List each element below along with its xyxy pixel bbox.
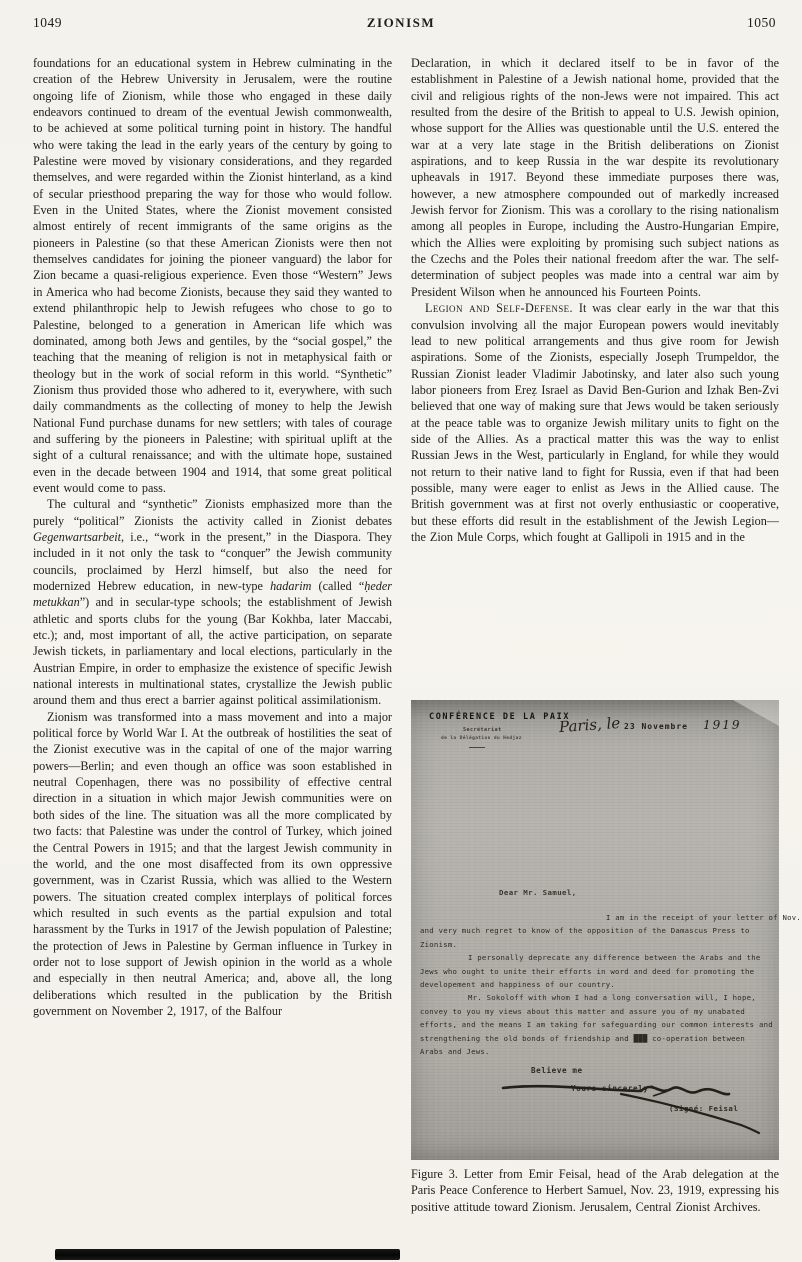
- text-segment: hadarim: [270, 579, 312, 593]
- text-segment: ḥeder metukkan: [33, 579, 392, 610]
- text-segment: Zionism was transformed into a mass movement and into a major political force by World War I. At the outbreak of hostilities the seat of the Zionist executive was in the capital of one of the major warring powers—Berlin; and even though an office was soon established in neutral Copenhagen, there was no possibility of effective central direction in a situation in which major Jewish communities were on both sides of the line. The situation was all the more complicated by two facts: that Palestine was under the control of Turkey, which joined the Central Powers in 1915; and that the largest Jewish community in the world, and the one most disaffected from its own oppressive government, was in Czarist Russia, which was allied to the Western powers. The situation created complex interplays of political forces which resulted in such events as the partial expulsion and total harassment by the Turks in 1917 of the Jewish population of Palestine; the protection of Jews in Palestine by German influence in Turkey in order not to lose support of Jewish opinion in the world as a whole and especially in then neutral America; and, above all, the long deliberations which resulted in the publication by the British government on November 2, 1917, of the Balfour: [33, 709, 392, 1018]
- text-segment: Declaration, in which it declared itself to be in favor of the establishment in Palestine of a Jewish national home, provided that the civil and religious rights of the non-Jews were not impaired. This act resulted from the desire of the British to appeal to U.S. Jewish opinion, whose support for the Allies was questionable until the U.S. entered the war at a very late stage in the British deliberations on Zionist aspirations, and to keep Russia in the war despite its revolutionary upheavals in 1917. Beyond these immediate purposes there was, however, a new atmosphere compounded out of markedly increased Jewish fervor for Zionism. This was a corollary to the rising nationalism among all peoples in Europe, including the Austro-Hungarian Empire, which the Allies were exploiting by promising such subject nations as the Czechs and the Poles their national freedom after the war. The self-determination of subject peoples was made into a central war aim by President Wilson when he announced his Fourteen Points.: [411, 56, 779, 299]
- date-typed: 23 Novembre: [624, 722, 688, 731]
- letter-line: Arabs and Jews.: [420, 1047, 490, 1057]
- scan-edge-artifact-bar: [55, 1249, 400, 1260]
- text-segment: (called “: [311, 579, 365, 593]
- date-year: 1919: [703, 718, 742, 732]
- letter-line: strengthening the old bonds of friendship and ███ co-operation between: [420, 1033, 746, 1043]
- text-segment: It was clear early in the war that this convulsion involving all the major European powers would inevitably lead to new political arrangements and thus give room for Jewish aspirations. Some of the Zionists, especially Joseph Trumpeldor, the Russian Zionist leader Vladimir Jabotinsky, and later also such young labor pioneers from Ereẓ Israel as David Ben-Gurion and Izhak Ben-Zvi believed that one way of making sure that Jews would be taken seriously at the peace table was to organize Jewish military units to fight on the side of the Allies. As a practical matter this was the way to enlist Russian Jews in the West, particularly in England, for while they would not return to their native land to fight for Russia, even if that had been possible, many were eager to enlist as Jews in the Allied cause. The British government was at first not overly enthusiastic or cooperative, but these efforts did result in the establishment of the Jewish Legion—the Zion Mule Corps, which fought at Gallipoli in 1915 and in the: [411, 301, 779, 544]
- letter-figure-image: [411, 700, 802, 1160]
- letter-line: I am in the receipt of your letter of Nov.: [606, 913, 802, 922]
- letter-line: Mr. Sokoloff with whom I had a long conversation will, I hope,: [468, 993, 756, 1003]
- letter-line: Jews who ought to unite their efforts in word and deed for promoting the: [420, 966, 755, 976]
- paragraph: [33, 496, 392, 708]
- letter-line: I personally deprecate any difference between the Arabs and the: [468, 953, 761, 963]
- date-place-script: Paris, le: [558, 713, 621, 737]
- text-segment: Legion and Self-Defense.: [425, 301, 574, 316]
- letter-signed-by: (Signé: Feisal: [669, 1104, 739, 1113]
- page-number-right: 1050: [747, 15, 776, 30]
- paragraph: [411, 55, 779, 300]
- letter-line: developement and happiness of our country.: [420, 980, 616, 990]
- paragraph: [33, 709, 392, 1020]
- letterhead-rule: [469, 747, 485, 748]
- page-number-left: 1049: [33, 15, 62, 30]
- right-column: [411, 55, 779, 545]
- letter-closing: Believe me: [531, 1066, 583, 1075]
- letter-line: efforts, and the means I am taking for safeguarding our common interests and: [420, 1020, 773, 1030]
- letter-line: and very much regret to know of the opposition of the Damascus Press to: [420, 926, 750, 936]
- letter-line: convey to you my views about this matter and assure you of my unabated: [420, 1006, 746, 1016]
- paragraph: [33, 55, 392, 496]
- letterhead-subtitle-2: de la Délégation du Hedjaz: [441, 736, 522, 741]
- text-segment: Gegenwartsarbeit: [33, 529, 122, 544]
- letter-salutation: Dear Mr. Samuel,: [499, 888, 577, 897]
- letter-line: Zionism.: [420, 939, 458, 949]
- figure-caption: Figure 3. Letter from Emir Feisal, head of the Arab delegation at the Paris Peace Conference to Herbert Samuel, Nov. 23, 1919, expressing his positive attitude toward Zionism. Jerusalem, Central Zionist Archives.: [411, 1167, 779, 1214]
- text-segment: The cultural and “synthetic” Zionists emphasized more than the purely “political” Zionists the activity called in Zionist debates: [33, 497, 392, 528]
- text-segment: ”) and in secular-type schools; the establishment of Jewish athletic and sports clubs for the young (Bar Kokhba, later Maccabi, etc.); and, most important of all, the active participation, on separate Jewish tickets, in parliamentary and local elections, particularly in the Austrian Empire, in order to emphasize the existence of specific Jewish national interests in multinational states, crystallize the Jewish public around them and thus erect a barrier against political assimilationism.: [33, 595, 392, 708]
- letter-closing-2: Yours sincerely: [571, 1084, 649, 1093]
- letterhead-title: CONFÉRENCE DE LA PAIX: [429, 712, 571, 722]
- running-head-title: ZIONISM: [366, 15, 436, 30]
- text-segment: foundations for an educational system in Hebrew culminating in the creation of the Hebrew University in Jerusalem, were the routine ongoing life of Zionism, while those who engaged in these daily endeavors continued to dream of the eventual Jewish commonwealth, to be achieved at some political turning point in history. The handful who were taking the lead in the early years of the century by going to Palestine were moved by visionary considerations, and they regarded themselves, and were regarded within the Zionist hinterland, as a kind of secular priesthood preparing the way for those who would follow. Even in the United States, where the Zionist movement consisted almost entirely of recent immigrants of the same origins as the pioneers in Palestine (so that these American Zionists were then not themselves candidates for joining the pioneer vanguard) the labor for Zion became a quasi-religious experience. Even those “Western” Jews in America who had become Zionists, because they said they wanted to extend philanthropic help to Jewish refugees who chose to go to Palestine, belonged to a generation in American life which was dominated, among both Jews and gentiles, by the “social gospel,” the teaching that the meaning of religion is not in metaphysical faith or theology but in the work of social reform in this world. “Synthetic” Zionism thus provided those who adhered to it, everywhere, with such daily commandments as the collecting of money to help the Jewish National Fund purchase dunams for new settlers; with tales of courage and suffering by the pioneers in Palestine; with spiritual uplift at the sight of a cultural renaissance; and with the ultimate hope, sustained even in the decade between 1904 and 1914, that some great political event would come to pass.: [33, 56, 392, 495]
- text-segment: , i.e., “work in the present,” in the Diaspora. They included in it not only the task to “conquer” the Jewish community councils, proclaimed by Herzl himself, but also the need for modernized Hebrew education, in new-type: [33, 529, 392, 593]
- left-column: [33, 55, 392, 1019]
- letter-body: [420, 911, 802, 1058]
- letterhead-subtitle: Secrétariat: [463, 727, 502, 733]
- paragraph: [411, 300, 779, 545]
- signature-flourish: [501, 1072, 771, 1138]
